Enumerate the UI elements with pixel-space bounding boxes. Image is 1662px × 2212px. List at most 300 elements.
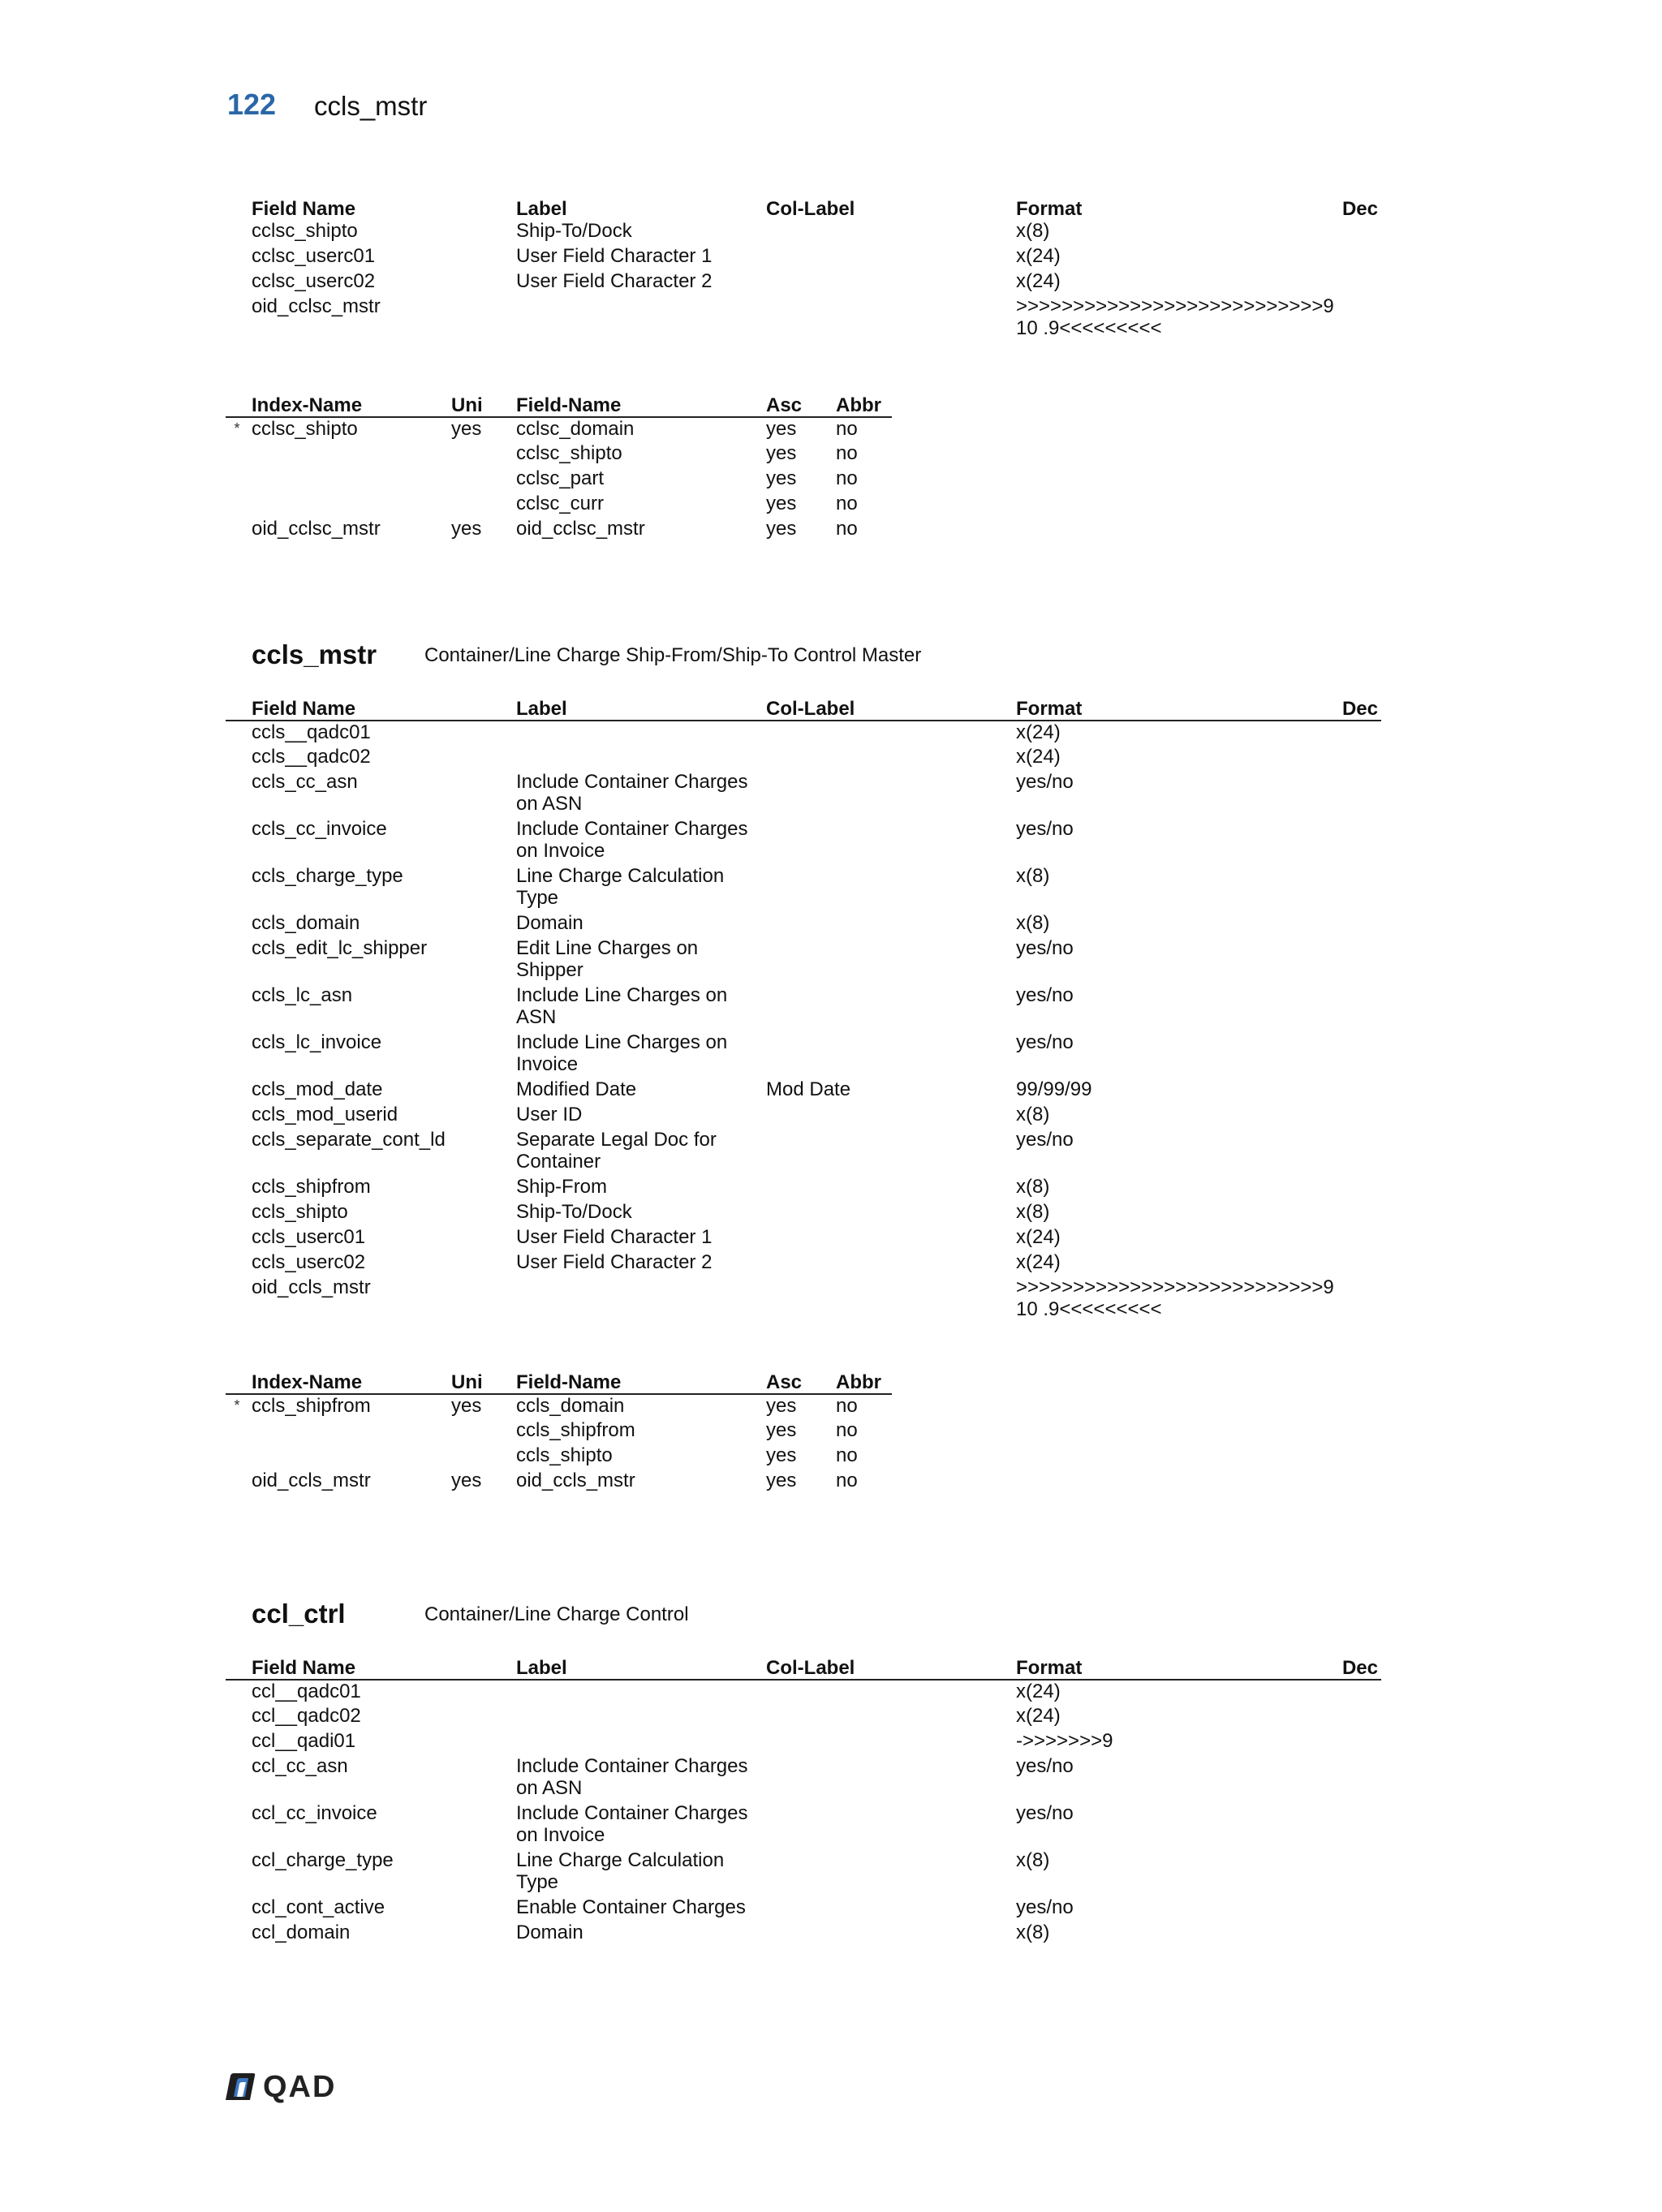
index-field-cell: cclsc_part [516,467,605,489]
abbreviated-cell: no [836,467,858,489]
field-row [226,1849,1381,1896]
table-header-row [226,1366,892,1394]
field-name-cell: ccls__qadc01 [252,721,371,743]
field-row [226,1755,1381,1802]
primary-index-marker [226,1444,252,1470]
dec-cell [1341,865,1381,912]
label-cell: Include Container Charges on ASN [516,771,748,815]
table-header-row [226,389,892,417]
field-name-cell: ccls_cc_invoice [252,818,387,840]
column-header-dec: Dec [1341,1652,1381,1680]
column-header-abbr: Abbr [836,1366,892,1394]
field-row [226,1251,1381,1276]
format-cell: yes/no [1016,1031,1074,1053]
label-cell [516,721,766,746]
abbreviated-cell: no [836,1444,858,1466]
dec-cell [1341,1680,1381,1705]
dec-cell [1341,245,1381,270]
field-name-cell: ccls_shipfrom [252,1176,371,1198]
table-header-row [226,693,1381,721]
index-row [226,1470,892,1495]
dec-cell [1341,1226,1381,1251]
format-cell: x(8) [1016,220,1050,242]
col-label-cell [766,1896,1016,1922]
dec-cell [1341,1755,1381,1802]
dec-cell [1341,270,1381,295]
label-cell: User Field Character 2 [516,1251,713,1273]
field-name-cell: ccls_mod_date [252,1078,383,1100]
spacer [226,984,252,1031]
index-name-cell [252,1444,451,1470]
field-name-cell: ccls_charge_type [252,865,403,887]
index-row [226,467,892,493]
field-name-cell: ccls__qadc02 [252,746,371,768]
label-cell: Include Container Charges on Invoice [516,818,748,862]
spacer [226,1680,252,1705]
format-cell: 99/99/99 [1016,1078,1092,1100]
label-cell: Include Line Charges on ASN [516,984,728,1028]
spacer [226,1176,252,1201]
format-cell: ->>>>>>>9 [1016,1730,1113,1752]
field-name-cell: ccl_cont_active [252,1896,385,1918]
field-row [226,1078,1381,1104]
dec-cell [1341,746,1381,771]
field-name-cell: ccl_domain [252,1922,351,1943]
column-header-dec: Dec [1341,693,1381,721]
col-label-cell [766,245,1016,270]
field-name-cell: ccls_domain [252,912,360,934]
format-cell: x(8) [1016,1201,1050,1223]
spacer [226,1922,252,1947]
dec-cell [1341,295,1381,342]
spacer [226,1201,252,1226]
spacer [226,295,252,342]
column-header-asc: Asc [766,1366,836,1394]
spacer [226,721,252,746]
index-row [226,1444,892,1470]
format-cell: x(8) [1016,1849,1050,1871]
unique-cell [451,467,516,493]
dec-cell [1341,912,1381,937]
cclsc-fields-table [226,193,1381,342]
field-name-cell: ccl_cc_invoice [252,1802,377,1824]
spacer [226,1802,252,1849]
unique-cell: yes [451,518,482,540]
field-row [226,912,1381,937]
col-label-cell [766,1226,1016,1251]
dec-cell [1341,1276,1381,1323]
index-row [226,1419,892,1444]
spacer [226,937,252,984]
col-label-cell [766,1730,1016,1755]
spacer [226,771,252,818]
col-label-cell [766,1201,1016,1226]
field-name-cell: ccls_shipto [252,1201,348,1223]
column-header-label: Label [516,693,766,721]
format-cell: yes/no [1016,1129,1074,1151]
primary-index-marker: * [234,1397,240,1414]
table-header-row [226,1652,1381,1680]
spacer [226,1705,252,1730]
dec-cell [1341,1802,1381,1849]
col-label-cell: Mod Date [766,1078,851,1100]
field-row [226,1176,1381,1201]
col-label-cell [766,818,1016,865]
unique-cell [451,1444,516,1470]
abbreviated-cell: no [836,518,858,540]
primary-index-marker: * [234,420,240,437]
spacer [226,1755,252,1802]
primary-index-marker [226,467,252,493]
label-cell [516,1276,766,1323]
col-label-cell [766,1802,1016,1849]
dec-cell [1341,818,1381,865]
dec-cell [1341,1922,1381,1947]
field-row [226,220,1381,245]
column-header-dec: Dec [1341,198,1378,220]
field-row [226,1226,1381,1251]
label-cell: Include Container Charges on ASN [516,1755,748,1799]
column-header-label: Label [516,198,567,220]
field-row [226,1129,1381,1176]
col-label-cell [766,1705,1016,1730]
column-header-field-name: Field-Name [516,1366,766,1394]
field-name-cell: ccl_cc_asn [252,1755,348,1777]
index-field-cell: oid_ccls_mstr [516,1470,635,1491]
field-name-cell: ccls_cc_asn [252,771,358,793]
col-label-cell [766,1922,1016,1947]
index-name-cell [252,442,451,467]
format-cell: x(8) [1016,865,1050,887]
field-row [226,245,1381,270]
format-cell: x(24) [1016,270,1061,292]
ascending-cell: yes [766,1419,797,1441]
spacer [226,1226,252,1251]
format-cell: x(24) [1016,1251,1061,1273]
dec-cell [1341,1078,1381,1104]
spacer [226,270,252,295]
format-cell: yes/no [1016,1896,1074,1918]
format-cell: x(8) [1016,1104,1050,1125]
col-label-cell [766,1129,1016,1176]
spacer [226,1129,252,1176]
label-cell [516,295,766,342]
label-cell: Include Container Charges on Invoice [516,1802,748,1846]
field-name-cell: ccls_separate_cont_ld [252,1129,446,1151]
format-cell: x(24) [1016,721,1061,743]
label-cell: Edit Line Charges on Shipper [516,937,699,981]
field-row [226,270,1381,295]
spacer [226,1896,252,1922]
unique-cell [451,442,516,467]
abbreviated-cell: no [836,418,858,440]
index-field-cell: ccls_shipfrom [516,1419,635,1441]
index-row [226,1394,892,1419]
col-label-cell [766,1176,1016,1201]
dec-cell [1341,1031,1381,1078]
column-header-col-label: Col-Label [766,198,855,220]
abbreviated-cell: no [836,493,858,514]
col-label-cell [766,1680,1016,1705]
index-name-cell: oid_ccls_mstr [252,1470,371,1491]
page-number: 122 [227,88,277,121]
spacer [226,1276,252,1323]
col-label-cell [766,220,1016,245]
format-cell: yes/no [1016,818,1074,840]
label-cell: Include Line Charges on Invoice [516,1031,728,1075]
field-row [226,937,1381,984]
abbreviated-cell: no [836,1395,858,1417]
table-title: ccls_mstr [252,639,377,669]
field-name-cell: ccls_userc02 [252,1251,366,1273]
col-label-cell [766,912,1016,937]
field-row [226,1896,1381,1922]
col-label-cell [766,1251,1016,1276]
label-cell: User Field Character 1 [516,245,713,267]
table-title: ccl_ctrl [252,1599,346,1629]
label-cell [516,1680,766,1705]
label-cell [516,746,766,771]
primary-index-marker [226,493,252,518]
ccls-indexes-table [226,1366,892,1495]
spacer [226,245,252,270]
spacer [226,746,252,771]
format-cell: x(24) [1016,746,1061,768]
spacer [226,220,252,245]
index-row [226,493,892,518]
col-label-cell [766,1276,1016,1323]
label-cell: Line Charge Calculation Type [516,1849,725,1893]
index-field-cell: oid_cclsc_mstr [516,518,645,540]
page-title: ccls_mstr [314,91,428,121]
primary-index-marker [226,1419,252,1444]
index-field-cell: ccls_shipto [516,1444,613,1466]
table-description: Container/Line Charge Control [424,1603,689,1625]
dec-cell [1341,1129,1381,1176]
dec-cell [1341,984,1381,1031]
column-header-uni: Uni [451,1366,516,1394]
ascending-cell: yes [766,442,797,464]
field-name-cell: ccl_charge_type [252,1849,394,1871]
label-cell: Line Charge Calculation Type [516,865,725,909]
field-name-cell: ccls_lc_asn [252,984,353,1006]
unique-cell [451,493,516,518]
format-cell: x(8) [1016,912,1050,934]
field-row [226,865,1381,912]
field-name-cell: ccls_userc01 [252,1226,366,1248]
label-cell: Domain [516,912,583,934]
ascending-cell: yes [766,1470,797,1491]
spacer [226,818,252,865]
col-label-cell [766,771,1016,818]
primary-index-marker [226,1470,252,1495]
field-row [226,1031,1381,1078]
field-row [226,1276,1381,1323]
unique-cell: yes [451,1470,482,1491]
dec-cell [1341,937,1381,984]
column-header-index-name: Index-Name [252,1366,451,1394]
column-header-uni: Uni [451,389,516,417]
column-header-field-name: Field Name [252,1652,516,1680]
col-label-cell [766,1755,1016,1802]
column-header-format: Format [1016,1652,1341,1680]
dec-cell [1341,1104,1381,1129]
label-cell [516,1730,766,1755]
col-label-cell [766,295,1016,342]
ascending-cell: yes [766,518,797,540]
index-field-cell: cclsc_domain [516,418,635,440]
unique-cell: yes [451,418,482,440]
index-field-cell: cclsc_curr [516,493,605,514]
format-cell: yes/no [1016,1755,1074,1777]
unique-cell: yes [451,1395,482,1417]
spacer [226,1849,252,1896]
dec-cell [1341,1201,1381,1226]
col-label-cell [766,721,1016,746]
spacer [226,865,252,912]
field-name-cell: cclsc_shipto [252,220,358,242]
ascending-cell: yes [766,493,797,514]
ascending-cell: yes [766,1395,797,1417]
spacer [226,912,252,937]
spacer [226,1078,252,1104]
index-field-cell: cclsc_shipto [516,442,622,464]
field-row [226,1730,1381,1755]
abbreviated-cell: no [836,1470,858,1491]
field-row [226,1705,1381,1730]
qad-logo-icon [224,2072,256,2102]
index-name-cell [252,493,451,518]
spacer [226,1031,252,1078]
label-cell: Separate Legal Doc for Container [516,1129,717,1173]
index-name-cell [252,1419,451,1444]
column-header-col-label: Col-Label [766,1652,1016,1680]
abbreviated-cell: no [836,1419,858,1441]
dec-cell [1341,1849,1381,1896]
column-header-format: Format [1016,198,1083,220]
field-name-cell: ccls_edit_lc_shipper [252,937,428,959]
ccl-ctrl-section [226,1599,1381,1947]
col-label-cell [766,984,1016,1031]
column-header-format: Format [1016,693,1341,721]
index-name-cell: cclsc_shipto [252,418,358,440]
ccls-mstr-fields-table [226,693,1381,1323]
column-header-field-name: Field-Name [516,389,766,417]
field-name-cell: ccl__qadc02 [252,1705,361,1727]
column-header-label: Label [516,1652,766,1680]
field-name-cell: oid_ccls_mstr [252,1276,371,1298]
field-name-cell: ccl__qadi01 [252,1730,356,1752]
table-description: Container/Line Charge Ship-From/Ship-To Control Master [424,644,922,666]
spacer [226,1251,252,1276]
col-label-cell [766,865,1016,912]
column-header-index-name: Index-Name [252,389,451,417]
column-header-field-name: Field Name [252,198,356,220]
ccls-mstr-section [226,639,1381,1323]
format-cell: yes/no [1016,984,1074,1006]
label-cell: User ID [516,1104,583,1125]
ascending-cell: yes [766,1444,797,1466]
col-label-cell [766,937,1016,984]
column-header-field-name: Field Name [252,693,516,721]
field-row [226,984,1381,1031]
dec-cell [1341,1705,1381,1730]
index-row [226,518,892,543]
ccl-ctrl-fields-table [226,1652,1381,1947]
format-cell: >>>>>>>>>>>>>>>>>>>>>>>>>>>9 10 .9<<<<<<<<< [1016,1276,1334,1320]
field-row [226,746,1381,771]
dec-cell [1341,721,1381,746]
field-row [226,1201,1381,1226]
col-label-cell [766,1849,1016,1896]
field-name-cell: oid_cclsc_mstr [252,295,381,317]
format-cell: >>>>>>>>>>>>>>>>>>>>>>>>>>>9 10 .9<<<<<<<<< [1016,295,1334,339]
field-row [226,1802,1381,1849]
unique-cell [451,1419,516,1444]
column-header-abbr: Abbr [836,389,892,417]
label-cell: Modified Date [516,1078,637,1100]
field-name-cell: ccl__qadc01 [252,1681,361,1702]
ccls-indexes-section [226,1366,892,1495]
dec-cell [1341,1896,1381,1922]
ascending-cell: yes [766,467,797,489]
field-row [226,1104,1381,1129]
col-label-cell [766,746,1016,771]
spacer [226,1104,252,1129]
dec-cell [1341,1251,1381,1276]
format-cell: yes/no [1016,937,1074,959]
spacer [226,1730,252,1755]
primary-index-marker [226,442,252,467]
index-row [226,442,892,467]
format-cell: x(8) [1016,1922,1050,1943]
column-header-col-label: Col-Label [766,693,1016,721]
cclsc-indexes-table [226,389,892,543]
qad-logo [224,2071,336,2103]
format-cell: x(24) [1016,245,1061,267]
field-row [226,771,1381,818]
label-cell: Ship-To/Dock [516,1201,632,1223]
format-cell: x(24) [1016,1705,1061,1727]
label-cell: Enable Container Charges [516,1896,746,1918]
field-row [226,1922,1381,1947]
table-header-row [226,193,1381,220]
index-row [226,417,892,442]
label-cell: User Field Character 1 [516,1226,713,1248]
format-cell: yes/no [1016,1802,1074,1824]
field-row [226,818,1381,865]
col-label-cell [766,270,1016,295]
label-cell: Ship-From [516,1176,608,1198]
cclsc-fields-section [226,193,1381,342]
label-cell: User Field Character 2 [516,270,713,292]
format-cell: x(24) [1016,1681,1061,1702]
index-name-cell [252,467,451,493]
dec-cell [1341,1176,1381,1201]
col-label-cell [766,1104,1016,1129]
format-cell: yes/no [1016,771,1074,793]
dec-cell [1341,220,1381,245]
field-name-cell: cclsc_userc01 [252,245,376,267]
dec-cell [1341,1730,1381,1755]
field-name-cell: cclsc_userc02 [252,270,376,292]
field-row [226,721,1381,746]
logo-text: QAD [263,2069,337,2104]
field-name-cell: ccls_lc_invoice [252,1031,382,1053]
primary-index-marker [226,518,252,543]
ascending-cell: yes [766,418,797,440]
field-row [226,295,1381,342]
